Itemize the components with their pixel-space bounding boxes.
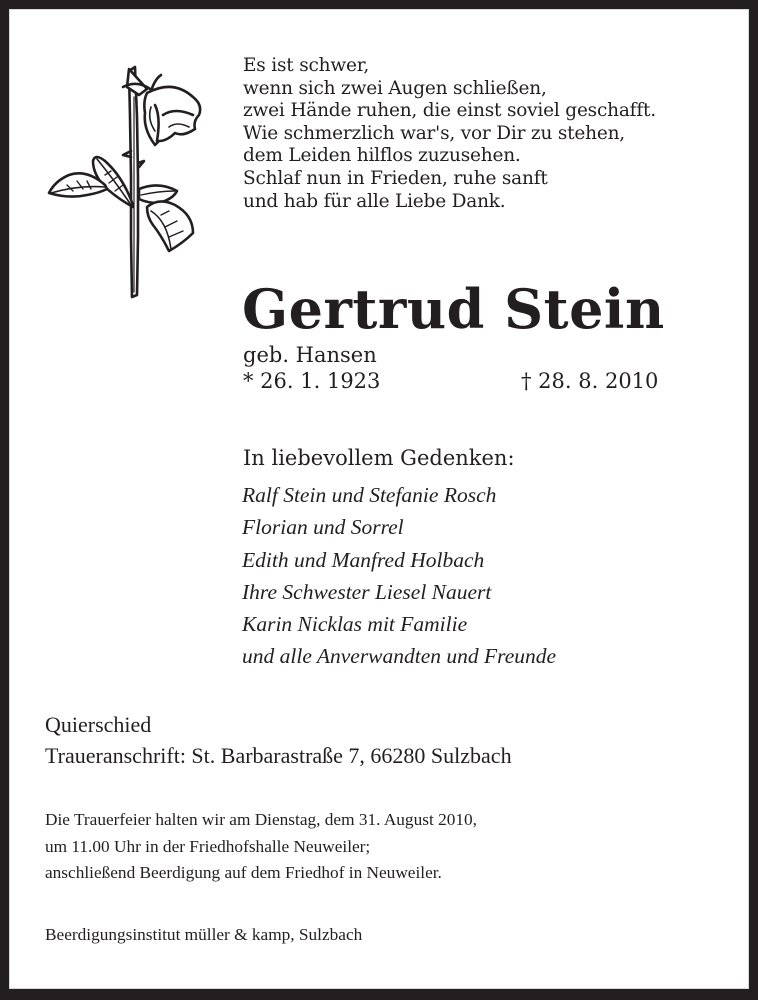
- ceremony-line: anschließend Beerdigung auf dem Friedhof in Neuweiler.: [45, 863, 442, 882]
- mourner: Ralf Stein und Stefanie Rosch: [242, 483, 497, 507]
- maiden-name: geb. Hansen: [243, 343, 377, 367]
- ceremony-line: um 11.00 Uhr in der Friedhofshalle Neuweiler;: [45, 836, 371, 856]
- mourner: Karin Nicklas mit Familie: [242, 612, 468, 637]
- obituary-notice: [9, 9, 749, 989]
- wilted-rose-icon: [43, 57, 203, 299]
- poem-line: Wie schmerzlich war's, vor Dir zu stehen,: [243, 122, 625, 144]
- poem: [243, 55, 656, 213]
- ceremony-line: Die Trauerfeier halten wir am Dienstag, dem 31. August 2010,: [45, 810, 477, 829]
- poem-line: und hab für alle Liebe Dank.: [243, 190, 506, 212]
- poem-line: Es ist schwer,: [243, 55, 370, 76]
- memory-heading: In liebevollem Gedenken:: [243, 446, 515, 470]
- mourners-list: [242, 479, 556, 673]
- deceased-name: Gertrud Stein: [242, 277, 665, 341]
- location: Quierschied: [45, 712, 152, 737]
- mourner: Edith und Manfred Holbach: [242, 547, 485, 572]
- mourner: und alle Anverwandten und Freunde: [242, 644, 557, 669]
- mourning-address: Traueranschrift: St. Barbarastraße 7, 66280 Sulzbach: [45, 743, 512, 768]
- poem-line: dem Leiden hilflos zuzusehen.: [243, 145, 521, 167]
- undertaker: Beerdigungsinstitut müller & kamp, Sulzbach: [45, 925, 363, 944]
- poem-line: wenn sich zwei Augen schließen,: [243, 77, 547, 99]
- poem-line: zwei Hände ruhen, die einst soviel geschafft.: [243, 100, 656, 122]
- mourner: Florian und Sorrel: [242, 515, 404, 540]
- birth-date: * 26. 1. 1923: [243, 369, 381, 393]
- death-date: † 28. 8. 2010: [521, 369, 659, 393]
- poem-line: Schlaf nun in Frieden, ruhe sanft: [243, 167, 548, 189]
- ceremony-info: [45, 807, 477, 887]
- mourner: Ihre Schwester Liesel Nauert: [242, 579, 492, 604]
